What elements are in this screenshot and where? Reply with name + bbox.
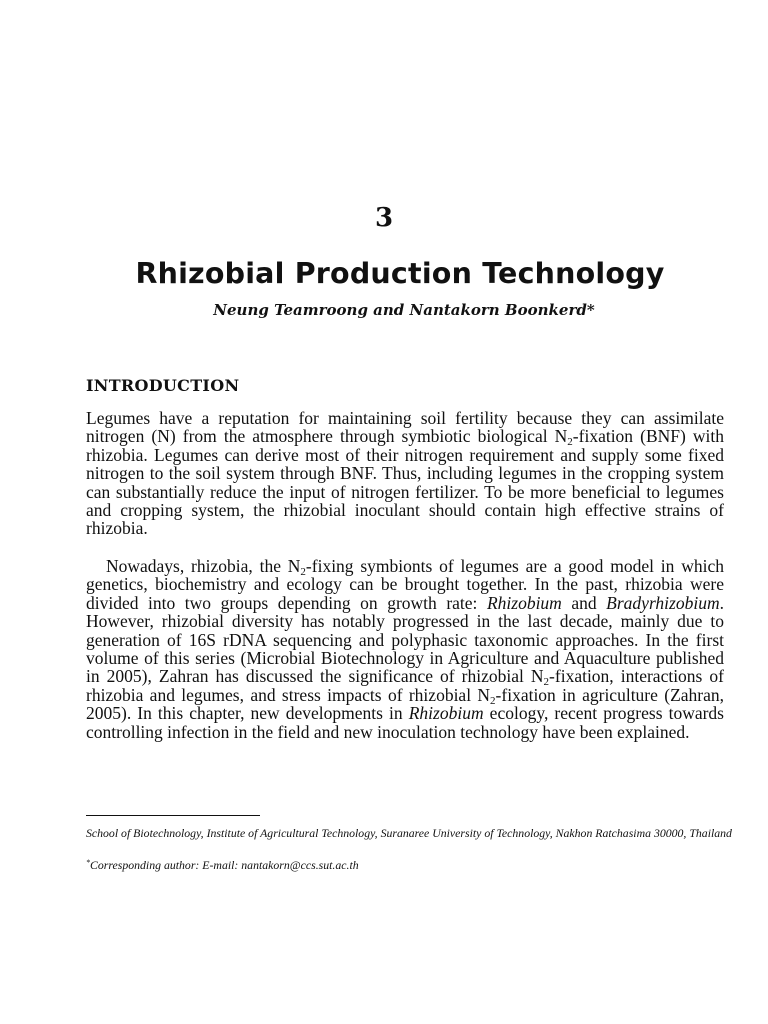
corresponding-author-text: Corresponding author: E-mail: nantakorn@ccs.sut.ac.th [90,858,359,872]
genus-bradyrhizobium: Bradyrhizobium [606,592,720,613]
footnote-corresponding-author [86,858,746,872]
genus-rhizobium: Rhizobium [486,592,562,613]
genus-rhizobium: Rhizobium [408,703,484,724]
p1-text-b: -fixation (BNF) with rhizobia. Legumes can derive most of their nitrogen requirement and supply some fixed nitrogen to the soil system through BNF. Thus, including legumes in the cropping system can substantially reduce the input of nitrogen fertilizer. To be more beneficial to legumes and cropping system, the rhizobial inoculant should contain high effective strains of rhizobia. [86,426,724,539]
chapter-title: Rhizobial Production Technology [135,257,665,290]
subscript: 2 [567,436,573,449]
footnote-divider [86,815,260,816]
footnote-affiliation: School of Biotechnology, Institute of Agricultural Technology, Suranaree University of Technology, Nakhon Ratchasima 30000, Thailand [86,826,732,840]
p2-text-f: -fixation in agriculture (Zahran, 2005). In this chapter, new developments in [86,684,724,724]
chapter-authors: Neung Teamroong and Nantakorn Boonkerd* [213,301,595,319]
paragraph-2 [86,557,724,741]
subscript: 2 [490,694,496,707]
p2-text-d: . However, rhizobial diversity has notably progressed in the last decade, mainly due to generation of 16S rDNA sequencing and polyphasic taxonomic approaches. In the first volume of this series (Microbial Biotechnology in Agriculture and Aquaculture published in 2005), Zahran has discussed the significance of rhizobial N [86,592,724,687]
chapter-number: 3 [374,203,394,233]
p2-text-c: and [561,592,607,613]
p2-text-b: -fixing symbionts of legumes are a good model in which genetics, biochemistry and ecology can be brought together. In the past, rhizobia were divided into two groups depending on growth rate: [86,556,724,613]
p2-text-a: Nowadays, rhizobia, the N [106,556,301,576]
subscript: 2 [300,566,306,578]
p1-text-a: Legumes have a reputation for maintaining soil fertility because they can assimilate nitrogen (N) from the atmosphere through symbiotic biological N [86,408,724,447]
subscript: 2 [543,676,550,689]
footnote-marker: * [86,858,90,867]
section-heading-introduction: INTRODUCTION [86,376,240,395]
p2-text-e: -fixation, interactions of rhizobia and legumes, and stress impacts of rhizobial N [86,666,724,705]
paragraph-1 [86,409,724,538]
p2-text-g: ecology, recent progress towards controlling infection in the field and new inoculation technology have been explained. [86,703,724,742]
